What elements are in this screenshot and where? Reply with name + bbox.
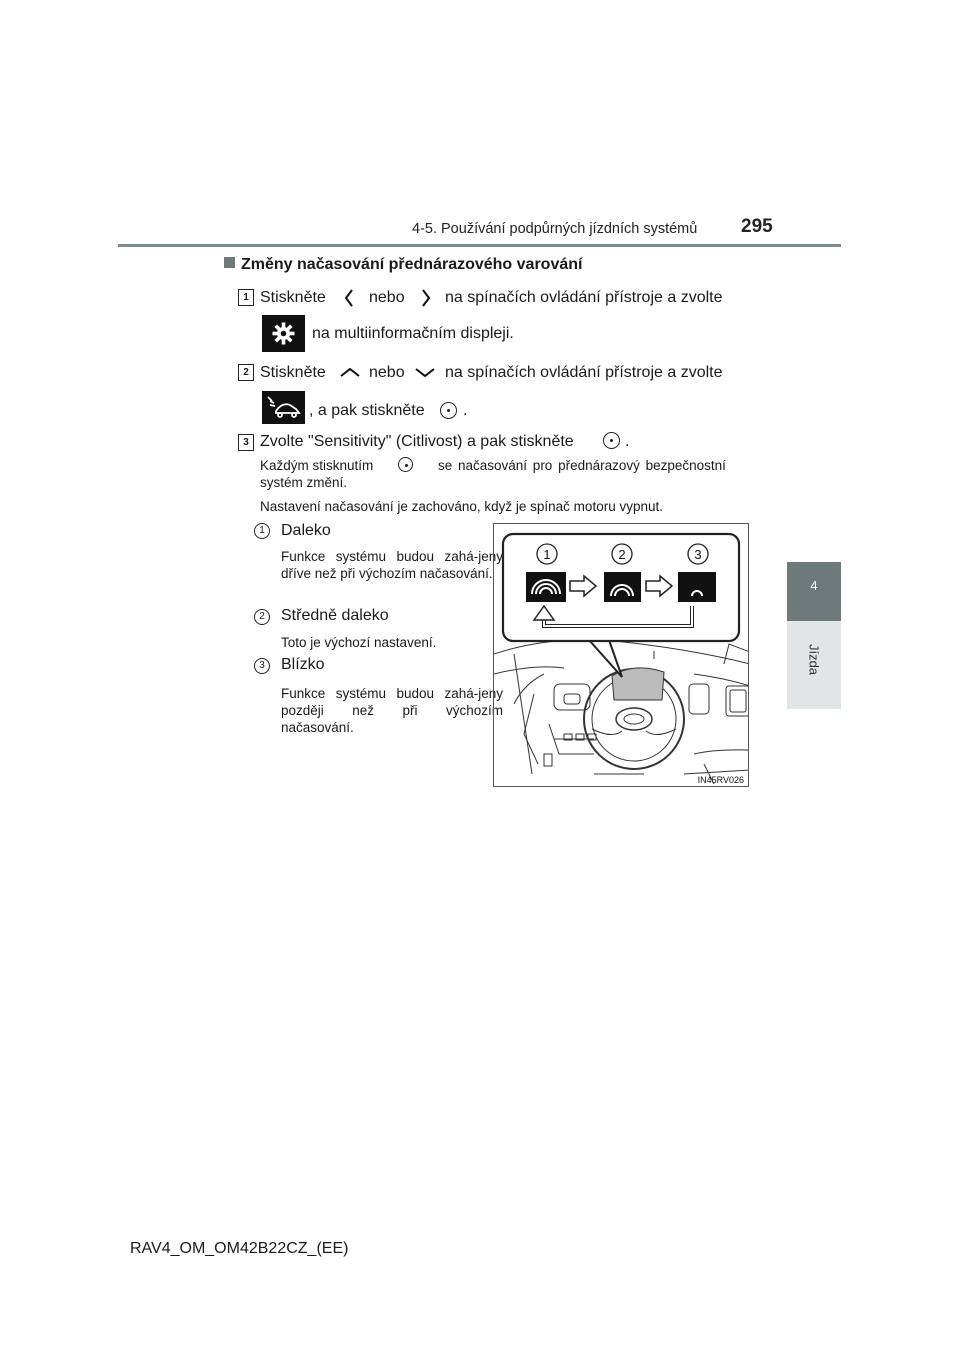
step2-text-b: nebo bbox=[369, 364, 405, 381]
step2-text-d: , a pak stiskněte bbox=[309, 402, 425, 419]
illustration-code: IN45RV026 bbox=[697, 775, 744, 785]
footer-document-code: RAV4_OM_OM42B22CZ_(EE) bbox=[130, 1240, 349, 1257]
callout-desc-2: Toto je výchozí nastavení. bbox=[281, 635, 437, 650]
callout-desc-3: Funkce systému budou zahá-jeny později než při výchozím načasování. bbox=[281, 686, 503, 735]
dashboard-illustration bbox=[493, 523, 749, 787]
callout-number-3: 3 bbox=[254, 658, 270, 674]
step3-text-e: . bbox=[625, 433, 630, 450]
header-section-title: 4-5. Používání podpůrných jízdních systémů bbox=[412, 221, 698, 237]
chapter-tab-number: 4 bbox=[810, 578, 818, 593]
chevron-left-icon bbox=[343, 288, 355, 308]
illustration-label-2: 2 bbox=[618, 547, 626, 562]
step-number-2: 2 bbox=[238, 364, 254, 381]
note-1a: Každým stisknutím bbox=[260, 458, 374, 473]
page-number: 295 bbox=[741, 216, 773, 237]
chevron-up-icon bbox=[339, 366, 361, 378]
step2-text-a: Stiskněte bbox=[260, 364, 326, 381]
callout-title-1: Daleko bbox=[281, 522, 331, 539]
header-rule bbox=[118, 244, 841, 247]
step1-text-b: nebo bbox=[369, 289, 405, 306]
callout-title-3: Blízko bbox=[281, 656, 325, 673]
chevron-right-icon bbox=[420, 288, 432, 308]
step1-text-d: na multiinformačním displeji. bbox=[312, 325, 514, 342]
enter-button-icon bbox=[398, 457, 413, 472]
step1-text-c: na spínačích ovládání přístroje a zvolte bbox=[445, 289, 723, 306]
step-number-1: 1 bbox=[238, 289, 254, 306]
step2-text-c: na spínačích ovládání přístroje a zvolte bbox=[445, 364, 723, 381]
illustration-label-1: 1 bbox=[543, 547, 551, 562]
note-1c: systém změní. bbox=[260, 475, 348, 490]
section-title: Změny načasování přednárazového varování bbox=[224, 256, 582, 274]
chapter-tab-label: Jízda bbox=[806, 643, 822, 676]
callout-number-2: 2 bbox=[254, 609, 270, 625]
square-bullet-icon bbox=[224, 257, 235, 268]
gear-icon bbox=[262, 315, 305, 352]
illustration-label-3: 3 bbox=[694, 547, 702, 562]
chevron-down-icon bbox=[414, 366, 436, 378]
illustration-drawing bbox=[494, 524, 749, 787]
enter-button-icon bbox=[440, 402, 457, 419]
note-2: Nastavení načasování je zachováno, když je spínač motoru vypnut. bbox=[260, 499, 663, 514]
settings-tile bbox=[262, 315, 305, 352]
note-1b: se načasování pro přednárazový bezpečnostní bbox=[438, 458, 726, 473]
pre-collision-icon bbox=[262, 391, 305, 424]
callout-title-2: Středně daleko bbox=[281, 607, 389, 624]
callout-desc-1: Funkce systému budou zahá-jeny dříve než při výchozím načasování. bbox=[281, 549, 503, 581]
step2-text-e: . bbox=[463, 402, 468, 419]
enter-button-icon bbox=[603, 432, 620, 449]
step1-text-a: Stiskněte bbox=[260, 289, 326, 306]
callout-number-1: 1 bbox=[254, 523, 270, 539]
pcs-settings-tile bbox=[262, 391, 305, 424]
step-number-3: 3 bbox=[238, 434, 254, 451]
step3-text-a: Zvolte "Sensitivity" (Citlivost) a pak stiskněte bbox=[260, 433, 574, 450]
